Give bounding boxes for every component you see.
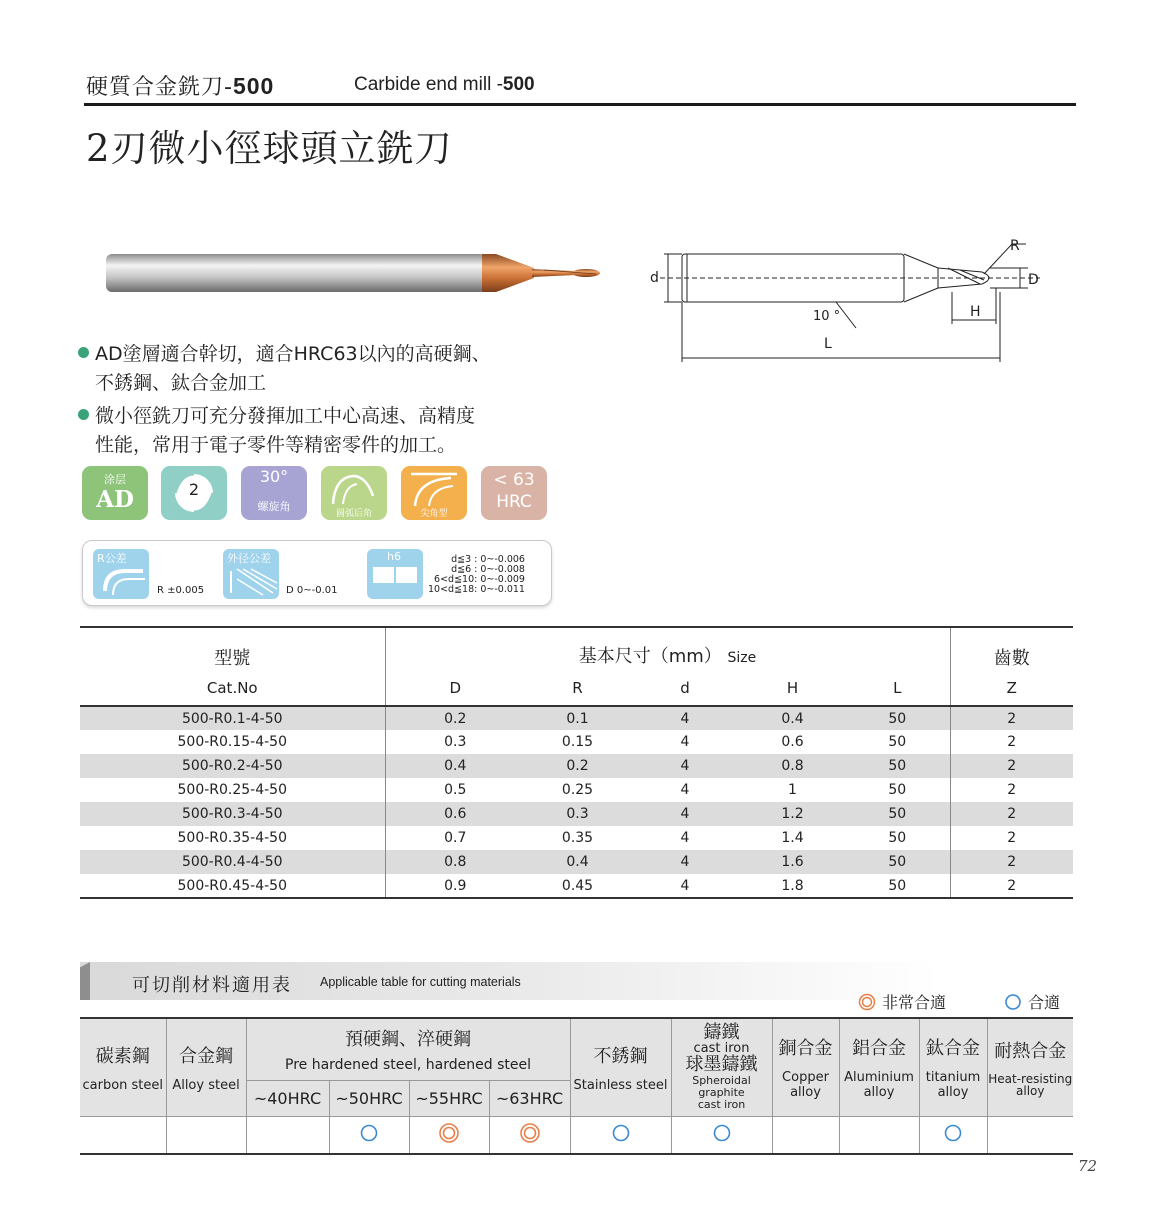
materials-title-en: Applicable table for cutting materials — [320, 975, 521, 989]
materials-table — [80, 1017, 1073, 1155]
suitability-cell — [409, 1116, 489, 1154]
diagram-label-R: R — [1010, 238, 1020, 254]
cell-d: 4 — [630, 754, 740, 778]
materials-title-cn: 可切削材料適用表 — [132, 975, 292, 996]
cell-H: 1.6 — [740, 850, 845, 874]
double-ring-icon — [858, 993, 876, 1011]
ring-icon — [359, 1123, 379, 1143]
suitability-cell — [919, 1116, 987, 1154]
cell-model: 500-R0.2-4-50 — [80, 754, 385, 778]
od-tolerance-icon: 外径公差 — [223, 549, 279, 599]
legend-very-suitable: 非常合適 — [858, 990, 946, 1013]
cell-Z: 2 — [950, 826, 1073, 850]
cell-model: 500-R0.45-4-50 — [80, 874, 385, 898]
cell-R: 0.4 — [525, 850, 630, 874]
spec-table — [80, 626, 1073, 899]
cell-L: 50 — [845, 706, 950, 730]
mat-alloy-steel: 合金鋼 Alloy steel — [166, 1018, 246, 1116]
col-D: D — [385, 671, 525, 706]
col-d: d — [680, 679, 690, 697]
cell-L: 50 — [845, 802, 950, 826]
mat-cast-iron: 鑄鐵 cast iron 球墨鑄鐵 Spheroidal graphite cast iron — [671, 1018, 772, 1116]
suitability-cell — [489, 1116, 570, 1154]
suitability-cell — [671, 1116, 772, 1154]
cell-Z: 2 — [950, 850, 1073, 874]
mat-hrc-55: ~55HRC — [409, 1080, 489, 1116]
cell-d: 4 — [630, 706, 740, 730]
bullet-1: AD塗層適合幹切，適合HRC63以內的高硬鋼、 不銹鋼、鈦合金加工 — [78, 340, 491, 398]
helix-angle-icon: 30° 螺旋角 — [241, 466, 307, 520]
diagram-label-D: D — [1028, 272, 1039, 288]
cell-H: 0.8 — [740, 754, 845, 778]
cell-Z: 2 — [950, 706, 1073, 730]
cell-R: 0.2 — [525, 754, 630, 778]
cell-model: 500-R0.1-4-50 — [80, 706, 385, 730]
cell-D: 0.2 — [385, 706, 525, 730]
diagram-label-L: L — [824, 336, 832, 352]
materials-title-band — [80, 962, 940, 1000]
cell-R: 0.45 — [525, 874, 630, 898]
mat-aluminium: 鋁合金 Aluminium alloy — [839, 1018, 919, 1116]
tab-marker — [80, 962, 90, 1000]
cell-L: 50 — [888, 782, 907, 798]
cell-H: 0.4 — [740, 706, 845, 730]
mat-prehardened: 預硬鋼、淬硬鋼 Pre hardened steel, hardened steel — [246, 1018, 570, 1080]
cell-Z: 2 — [950, 754, 1073, 778]
cell-R: 0.25 — [561, 782, 594, 798]
cell-D: 0.8 — [385, 850, 525, 874]
cell-d: 4 — [630, 874, 740, 898]
cell-D: 0.7 — [385, 826, 525, 850]
col-H: H — [786, 679, 799, 697]
suitability-cell — [166, 1116, 246, 1154]
cell-L: 50 — [845, 850, 950, 874]
cell-d: 4 — [680, 830, 690, 846]
od-tolerance-value: D 0~-0.01 — [286, 585, 338, 596]
double-ring-icon — [438, 1122, 460, 1144]
r-tolerance-value: R ±0.005 — [157, 585, 205, 596]
hardness-hrc-icon: < 63 HRC — [481, 466, 547, 520]
header-cn: 硬質合金銑刀-500 — [86, 73, 275, 100]
table-row — [80, 802, 1073, 826]
cell-model: 500-R0.25-4-50 — [177, 782, 287, 798]
cell-H: 1.2 — [740, 802, 845, 826]
radius-relief-icon: 圆弧后角 — [321, 466, 387, 520]
mat-copper: 銅合金 Copper alloy — [772, 1018, 839, 1116]
cell-d: 4 — [680, 782, 690, 798]
suitability-row — [80, 1116, 1073, 1154]
suitability-cell — [839, 1116, 919, 1154]
ring-icon — [712, 1123, 732, 1143]
suitability-cell — [987, 1116, 1073, 1154]
h6-tolerance-icon: h6 — [367, 549, 423, 599]
table-row — [80, 754, 1073, 778]
col-teeth: 齒數 Z — [950, 627, 1073, 706]
col-model: 型號 Cat.No — [80, 627, 385, 706]
tolerance-panel — [82, 540, 552, 606]
table-row — [80, 850, 1073, 874]
diagram-label-d: d — [650, 270, 659, 286]
suitability-cell — [246, 1116, 329, 1154]
ring-icon — [1004, 993, 1022, 1011]
mat-stainless: 不銹鋼 Stainless steel — [570, 1018, 671, 1116]
cell-D: 0.3 — [385, 730, 525, 754]
cell-model: 500-R0.35-4-50 — [177, 830, 287, 846]
h6-tolerance-list: d≦3 : 0~-0.006 d≦6 : 0~-0.008 6<d≦10: 0~-0.009 10<d≦18: 0~-0.011 — [428, 554, 525, 595]
page-number: 72 — [1078, 1157, 1098, 1175]
table-row — [80, 706, 1073, 730]
cell-model: 500-R0.4-4-50 — [80, 850, 385, 874]
ring-icon — [943, 1123, 963, 1143]
table-row — [80, 826, 1073, 850]
cell-Z: 2 — [950, 874, 1073, 898]
mat-hrc-63: ~63HRC — [489, 1080, 570, 1116]
bullet-dot-icon — [78, 347, 89, 358]
cell-H: 1.8 — [740, 874, 845, 898]
col-R: R — [572, 679, 583, 697]
mat-hrc-50: ~50HRC — [329, 1080, 409, 1116]
cell-Z: 2 — [950, 778, 1073, 802]
mat-heat-resisting: 耐熱合金 Heat-resisting alloy — [987, 1018, 1073, 1116]
header-bar — [84, 70, 1076, 106]
cell-L: 50 — [888, 830, 907, 846]
cell-d: 4 — [630, 802, 740, 826]
suitability-cell — [80, 1116, 166, 1154]
cell-R: 0.35 — [561, 830, 594, 846]
suitability-cell — [772, 1116, 839, 1154]
cell-D: 0.9 — [385, 874, 525, 898]
diagram-label-H: H — [970, 304, 981, 320]
cell-H: 0.6 — [781, 734, 804, 750]
mat-titanium: 鈦合金 titanium alloy — [919, 1018, 987, 1116]
col-L: L — [893, 679, 902, 697]
dimension-diagram — [640, 232, 1050, 367]
cell-d: 4 — [680, 734, 690, 750]
diagram-label-angle: 10 ° — [813, 309, 841, 324]
cell-L: 50 — [888, 734, 907, 750]
suitability-cell — [329, 1116, 409, 1154]
sharp-corner-icon: 尖角型 — [401, 466, 467, 520]
cell-Z: 2 — [950, 730, 1073, 754]
legend-suitable: 合適 — [1004, 990, 1060, 1013]
table-row — [80, 730, 1073, 754]
mat-hrc-40: ~40HRC — [246, 1080, 329, 1116]
double-ring-icon — [519, 1122, 541, 1144]
col-size: 基本尺寸（mm） Size — [385, 627, 950, 671]
table-row — [80, 778, 1073, 802]
page-title: 2刃微小徑球頭立銑刀 — [86, 127, 453, 170]
bullet-dot-icon — [78, 409, 89, 420]
cell-R: 0.1 — [525, 706, 630, 730]
cell-D: 0.4 — [385, 754, 525, 778]
suitability-cell — [570, 1116, 671, 1154]
end-mill-photo — [104, 248, 604, 298]
cell-R: 0.3 — [525, 802, 630, 826]
cell-model: 500-R0.15-4-50 — [177, 734, 287, 750]
cell-L: 50 — [845, 754, 950, 778]
ring-icon — [611, 1123, 631, 1143]
cell-D: 0.6 — [385, 802, 525, 826]
two-flute-icon: 2 — [161, 466, 227, 520]
cell-d: 4 — [630, 850, 740, 874]
cell-model: 500-R0.3-4-50 — [80, 802, 385, 826]
cell-R: 0.15 — [561, 734, 594, 750]
header-en: Carbide end mill -500 — [354, 74, 535, 95]
bullet-2: 微小徑銑刀可充分發揮加工中心高速、高精度 性能，常用于電子零件等精密零件的加工。 — [78, 402, 475, 460]
cell-H: 1 — [788, 782, 797, 798]
cell-H: 1.4 — [781, 830, 804, 846]
cell-L: 50 — [845, 874, 950, 898]
mat-carbon-steel: 碳素鋼 carbon steel — [80, 1018, 166, 1116]
r-tolerance-icon: R公差 — [93, 549, 149, 599]
cell-Z: 2 — [950, 802, 1073, 826]
cell-D: 0.5 — [385, 778, 525, 802]
table-row — [80, 874, 1073, 898]
coating-ad-icon: 涂层 AD — [82, 466, 148, 520]
